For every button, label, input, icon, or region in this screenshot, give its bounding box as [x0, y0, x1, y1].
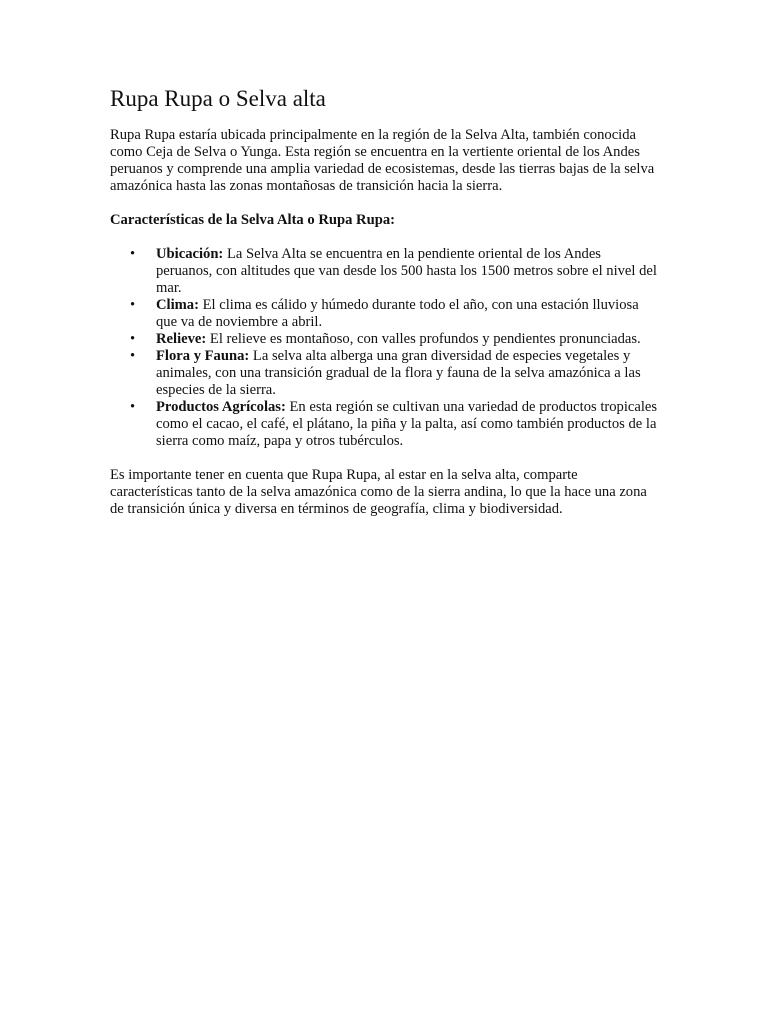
characteristics-list	[110, 246, 658, 450]
section-heading: Características de la Selva Alta o Rupa Rupa:	[110, 212, 395, 228]
document-page	[110, 84, 658, 518]
list-item-productos	[110, 399, 658, 450]
item-text: El clima es cálido y húmedo durante todo el año, con una estación lluviosa que va de noviembre a abril.	[156, 297, 639, 330]
item-text: El relieve es montañoso, con valles profundos y pendientes pronunciadas.	[206, 331, 641, 347]
closing-paragraph: Es importante tener en cuenta que Rupa Rupa, al estar en la selva alta, comparte características tanto de la selva amazónica como de la sierra andina, lo que la hace una zona de transición única y diversa en términos de geografía, clima y biodiversidad.	[110, 467, 647, 517]
item-term: Flora y Fauna:	[156, 348, 250, 364]
item-text: La selva alta alberga una gran diversidad de especies vegetales y animales, con una transición gradual de la flora y fauna de la selva amazónica a las especies de la sierra.	[156, 348, 641, 398]
item-text: En esta región se cultivan una variedad de productos tropicales como el cacao, el café, el plátano, la piña y la palta, así como también productos de la sierra como maíz, papa y otros tubérculos.	[156, 399, 658, 449]
list-item-ubicacion	[110, 246, 658, 297]
list-item-clima	[110, 297, 658, 331]
bullet-icon: •	[130, 246, 136, 262]
bullet-icon: •	[130, 348, 136, 364]
bullet-icon: •	[130, 297, 136, 313]
item-term: Relieve:	[156, 331, 207, 347]
item-term: Clima:	[156, 297, 199, 313]
document-title: Rupa Rupa o Selva alta	[110, 86, 326, 111]
item-term: Ubicación:	[156, 246, 224, 262]
bullet-icon: •	[130, 331, 136, 347]
bullet-icon: •	[130, 399, 136, 415]
list-item-flora-fauna	[110, 348, 658, 399]
item-term: Productos Agrícolas:	[156, 399, 286, 415]
item-text: La Selva Alta se encuentra en la pendiente oriental de los Andes peruanos, con altitudes que van desde los 500 hasta los 1500 metros sobre el nivel del mar.	[156, 246, 657, 296]
list-item-relieve	[110, 331, 658, 348]
intro-paragraph: Rupa Rupa estaría ubicada principalmente en la región de la Selva Alta, también conocida como Ceja de Selva o Yunga. Esta región se encuentra en la vertiente oriental de los Andes peruanos y comprende una amplia variedad de ecosistemas, desde las tierras bajas de la selva amazónica hasta las zonas montañosas de transición hacia la sierra.	[110, 127, 655, 194]
